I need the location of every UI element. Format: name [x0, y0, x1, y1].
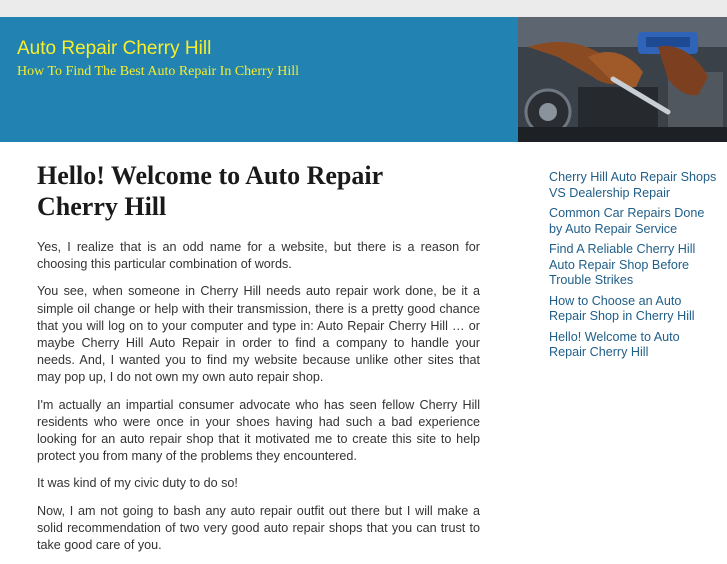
post-paragraph: I'm actually an impartial consumer advocate who has seen fellow Cherry Hill residents who were once in your shoes having had such a bad experience looking for an auto repair shop that it motivated me to create this site to help protect you from many of the problems they encountered. — [37, 397, 480, 464]
list-item — [549, 206, 719, 237]
list-item — [549, 294, 719, 325]
list-item — [549, 242, 719, 289]
list-item — [549, 330, 719, 361]
top-bar — [0, 0, 727, 17]
sidebar-link-choose-shop[interactable]: How to Choose an Auto Repair Shop in Cherry Hill — [549, 293, 695, 323]
recent-posts-list — [549, 170, 719, 361]
post-paragraph: Now, I am not going to bash any auto repair outfit out there but I will make a solid recommendation of two very good auto repair shops that you can trust to take good care of you. — [37, 503, 480, 553]
sidebar-link-common-car-repairs[interactable]: Common Car Repairs Done by Auto Repair Service — [549, 206, 705, 236]
site-title-link[interactable]: Auto Repair Cherry Hill — [17, 38, 212, 59]
post-title: Hello! Welcome to Auto Repair Cherry Hill — [37, 161, 383, 221]
sidebar-link-reliable-shop[interactable]: Find A Reliable Cherry Hill Auto Repair Shop Before Trouble Strikes — [549, 242, 696, 287]
post-paragraph: It was kind of my civic duty to do so! — [37, 476, 238, 491]
sidebar-link-welcome[interactable]: Hello! Welcome to Auto Repair Cherry Hill — [549, 329, 680, 359]
mechanic-engine-photo — [518, 17, 727, 142]
sidebar-link-dealership-repair[interactable]: Cherry Hill Auto Repair Shops VS Dealership Repair — [549, 170, 717, 200]
post-body — [37, 239, 480, 554]
site-tagline: How To Find The Best Auto Repair In Cherry Hill — [17, 64, 299, 79]
sidebar — [549, 170, 719, 366]
post-paragraph: You see, when someone in Cherry Hill needs auto repair work done, be it a simple oil change or help with their transmission, there is a pretty good chance that you will log on to your computer and type in: Auto Repair Cherry Hill … or maybe Cherry Hill Auto Repair in order to find a company to handle your needs. And, I wanted you to find my website because unlike other sites that may pop up, I do not own my own auto repair shop. — [37, 284, 480, 385]
list-item — [549, 170, 719, 201]
main-content — [37, 160, 480, 564]
site-header — [0, 17, 727, 142]
post-paragraph: Yes, I realize that is an odd name for a website, but there is a reason for choosing this particular combination of words. — [37, 240, 480, 272]
